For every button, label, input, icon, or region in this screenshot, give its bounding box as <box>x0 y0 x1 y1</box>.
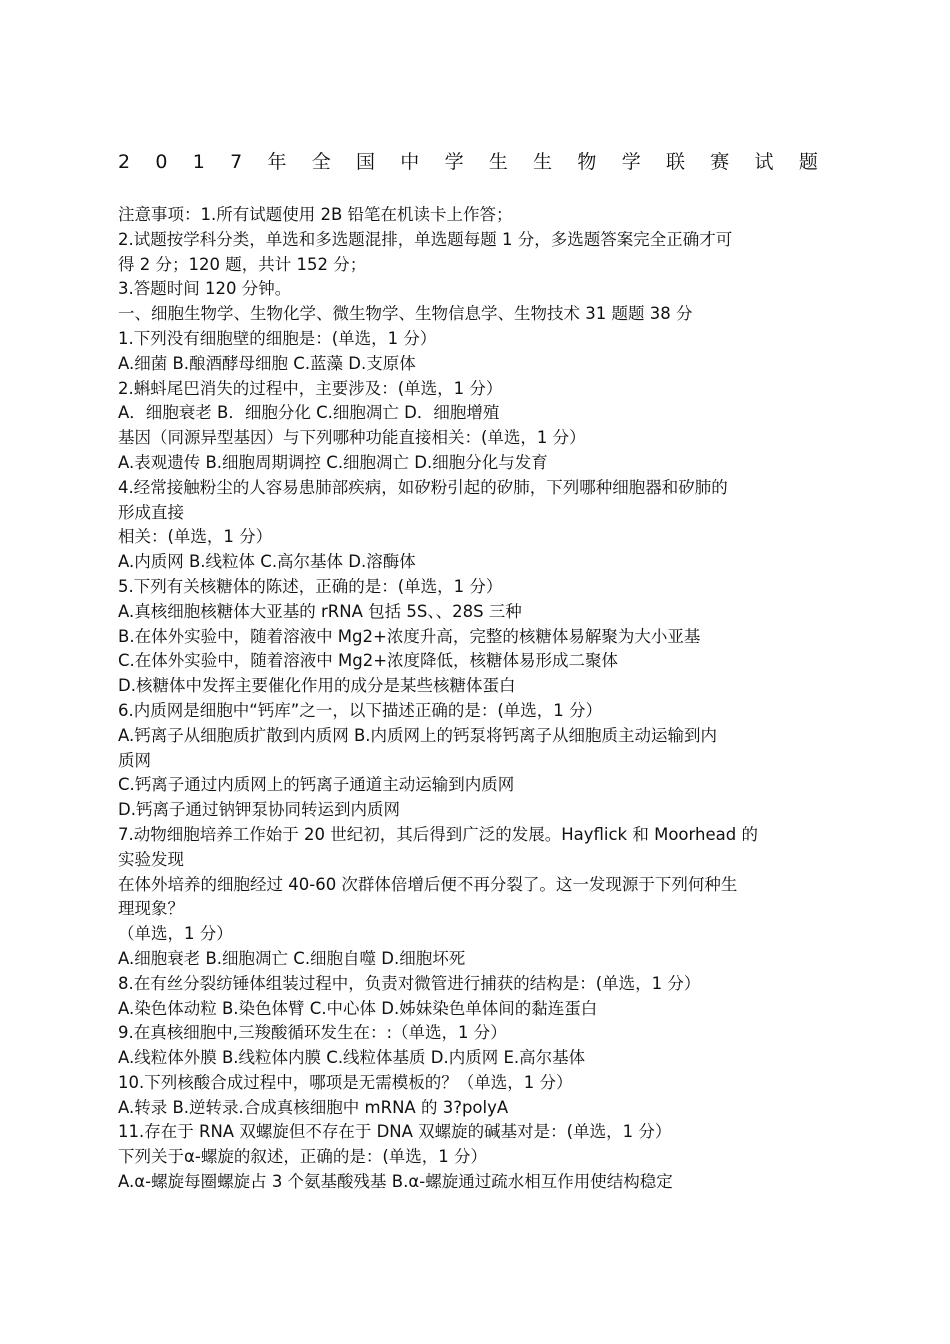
title-char: 中 <box>400 151 420 173</box>
title-char: 联 <box>665 151 685 173</box>
text-line: 在体外培养的细胞经过 40-60 次群体倍增后便不再分裂了。这一发现源于下列何种生 <box>118 874 738 894</box>
text-line: A.细菌 B.酿酒酵母细胞 C.蓝藻 D.支原体 <box>118 353 416 373</box>
text-line: A.α-螺旋每圈螺旋占 3 个氨基酸残基 B.α-螺旋通过疏水相互作用使结构稳定 <box>118 1172 673 1192</box>
text-line: 5.下列有关核糖体的陈述，正确的是：(单选，1 分） <box>118 576 503 596</box>
text-line: 理现象？ <box>118 899 184 919</box>
text-line: B.在体外实验中，随着溶液中 Mg2+浓度升高，完整的核糖体易解聚为大小亚基 <box>118 626 701 646</box>
text-line: 3.答题时间 120 分钟。 <box>118 279 292 299</box>
text-line: C.在体外实验中，随着溶液中 Mg2+浓度降低，核糖体易形成二聚体 <box>118 651 619 671</box>
text-line: A.钙离子从细胞质扩散到内质网 B.内质网上的钙泵将钙离子从细胞质主动运输到内 <box>118 725 718 745</box>
text-line: 2.试题按学科分类，单选和多选题混排，单选题每题 1 分，多选题答案完全正确才可 <box>118 229 733 249</box>
text-line: A.线粒体外膜 B.线粒体内膜 C.线粒体基质 D.内质网 E.高尔基体 <box>118 1048 586 1068</box>
title-char: 生 <box>488 151 508 173</box>
title-char: 0 <box>155 151 168 173</box>
title-char: 物 <box>577 151 597 173</box>
title-char: 生 <box>533 151 553 173</box>
text-line: 10.下列核酸合成过程中，哪项是无需模板的？（单选，1 分） <box>118 1072 573 1092</box>
text-line: 1.下列没有细胞壁的细胞是：(单选，1 分） <box>118 328 437 348</box>
text-line: 质网 <box>118 750 151 770</box>
title-char: 7 <box>230 151 243 173</box>
text-line: D.核糖体中发挥主要催化作用的成分是某些核糖体蛋白 <box>118 676 516 696</box>
text-line: 注意事项：1.所有试题使用 2B 铅笔在机读卡上作答； <box>118 205 513 224</box>
text-line: A.内质网 B.线粒体 C.高尔基体 D.溶酶体 <box>118 552 416 572</box>
text-line: A．细胞衰老 B．细胞分化 C.细胞凋亡 D．细胞增殖 <box>118 403 500 423</box>
title-char: 全 <box>311 151 331 173</box>
text-line: （单选，1 分） <box>118 924 233 944</box>
document-body <box>118 203 824 1195</box>
text-line: 形成直接 <box>118 502 184 522</box>
title-char: 2 <box>118 151 131 173</box>
text-line: A.染色体动粒 B.染色体臂 C.中心体 D.姊妹染色单体间的黏连蛋白 <box>118 998 598 1018</box>
text-line: 一、细胞生物学、生物化学、微生物学、生物信息学、生物技术 31 题题 38 分 <box>118 304 693 324</box>
text-line: 11.存在于 RNA 双螺旋但不存在于 DNA 双螺旋的碱基对是：(单选，1 分） <box>118 1122 672 1142</box>
title-char: 试 <box>754 151 774 173</box>
text-line: 相关：(单选，1 分） <box>118 527 273 547</box>
title-char: 年 <box>267 151 287 173</box>
title-char: 1 <box>192 151 205 173</box>
text-line: A.细胞衰老 B.细胞凋亡 C.细胞自噬 D.细胞坏死 <box>118 948 466 968</box>
title-char: 题 <box>798 151 818 173</box>
text-line: 下列关于α-螺旋的叙述，正确的是：(单选，1 分） <box>118 1147 488 1167</box>
text-line: 实验发现 <box>118 849 184 869</box>
text-line: 8.在有丝分裂纺锤体组装过程中，负责对微管进行捕获的结构是：(单选，1 分） <box>118 973 701 993</box>
text-line: D.钙离子通过钠钾泵协同转运到内质网 <box>118 800 400 820</box>
title-char: 学 <box>444 151 464 173</box>
title-char: 国 <box>356 151 376 173</box>
text-line: A.真核细胞核糖体大亚基的 rRNA 包括 5S、、28S 三种 <box>118 601 522 621</box>
text-line: 2.蝌蚪尾巴消失的过程中，主要涉及：(单选，1 分） <box>118 378 503 398</box>
title-char: 赛 <box>710 151 730 173</box>
text-line: 4.经常接触粉尘的人容易患肺部疾病，如矽粉引起的矽肺，下列哪种细胞器和矽肺的 <box>118 477 728 497</box>
title-char: 学 <box>621 151 641 173</box>
text-line: 得 2 分；120 题，共计 152 分； <box>118 254 367 274</box>
text-line: 基因（同源异型基因）与下列哪种功能直接相关：(单选，1 分） <box>118 428 586 448</box>
text-line: 9.在真核细胞中,三羧酸循环发生在：:（单选，1 分） <box>118 1023 507 1043</box>
text-line: C.钙离子通过内质网上的钙离子通道主动运输到内质网 <box>118 775 515 795</box>
text-line: A.转录 B.逆转录.合成真核细胞中 mRNA 的 3?polyA <box>118 1097 509 1117</box>
document-title <box>118 150 818 174</box>
text-line: 7.动物细胞培养工作始于 20 世纪初，其后得到广泛的发展。Hayflick 和 Moorhead 的 <box>118 824 758 844</box>
text-line: 6.内质网是细胞中“钙库”之一，以下描述正确的是：(单选，1 分） <box>118 700 603 720</box>
text-line: A.表观遗传 B.细胞周期调控 C.细胞凋亡 D.细胞分化与发育 <box>118 452 548 472</box>
